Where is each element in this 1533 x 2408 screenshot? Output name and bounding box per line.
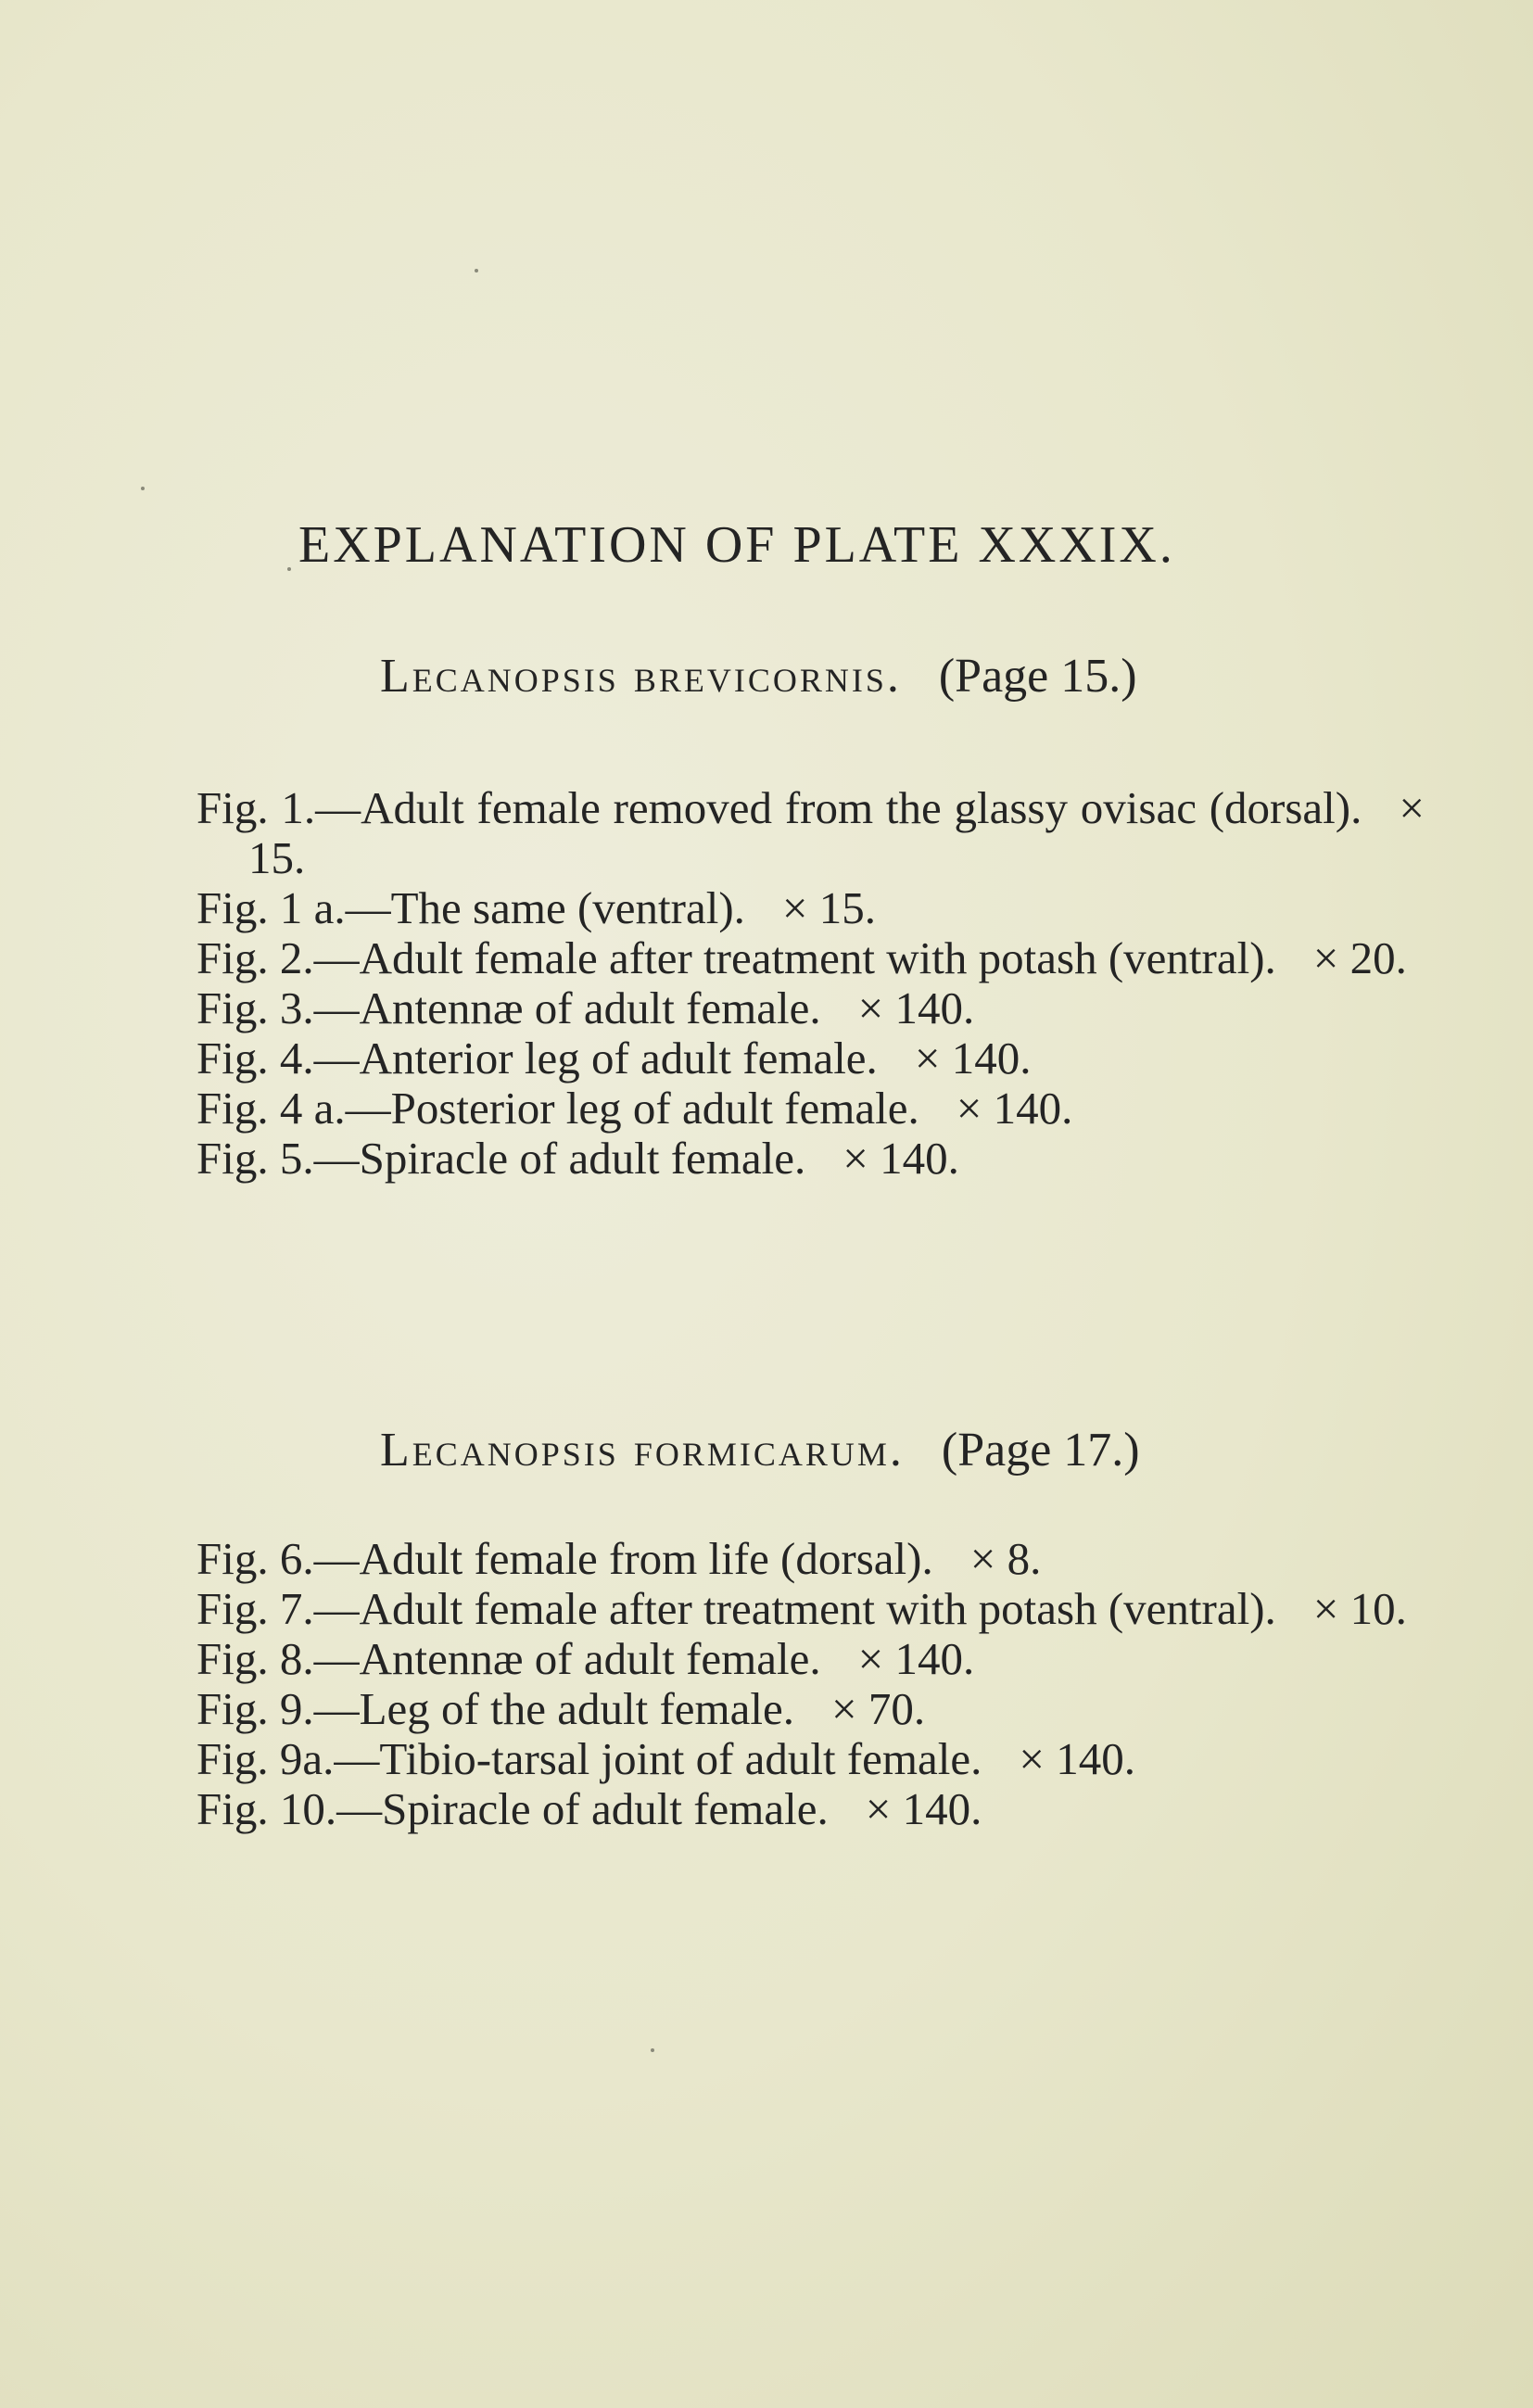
figure-caption: Fig. 7.—Adult female after treatment with potash (ventral). (196, 1583, 1276, 1634)
figure-entry (196, 983, 1425, 1033)
page-reference: (Page 17.) (941, 1424, 1140, 1476)
species-name: Lecanopsis brevicornis. (380, 650, 902, 703)
magnification: × 15. (248, 782, 1425, 883)
section-heading (380, 1423, 1140, 1477)
figure-caption: Fig. 10.—Spiracle of adult female. (196, 1783, 829, 1834)
magnification: × 8. (969, 1533, 1042, 1584)
figure-caption: Fig. 9a.—Tibio-tarsal joint of adult female. (196, 1733, 982, 1784)
magnification: × 140. (914, 1033, 1032, 1084)
figure-caption: Fig. 6.—Adult female from life (dorsal). (196, 1533, 933, 1584)
section-heading (380, 649, 1137, 703)
figure-entry (196, 1784, 1425, 1834)
figure-entry (196, 1084, 1425, 1134)
figure-caption: Fig. 5.—Spiracle of adult female. (196, 1133, 806, 1184)
figure-caption: Fig. 9.—Leg of the adult female. (196, 1683, 794, 1734)
figure-entry (196, 1634, 1425, 1684)
figure-entry (196, 933, 1425, 983)
figure-entry (196, 1033, 1425, 1084)
magnification: × 140. (843, 1133, 959, 1184)
paper-speck (287, 567, 291, 571)
figure-caption: Fig. 4.—Anterior leg of adult female. (196, 1033, 878, 1084)
paper-speck (475, 269, 478, 272)
magnification: × 20. (1312, 932, 1407, 983)
figure-caption: Fig. 3.—Antennæ of adult female. (196, 982, 821, 1033)
magnification: × 140. (857, 982, 975, 1033)
figure-list (196, 1534, 1425, 1834)
figure-entry (196, 1584, 1425, 1634)
species-name: Lecanopsis formicarum. (380, 1424, 905, 1476)
magnification: × 140. (1019, 1733, 1136, 1784)
figure-entry (196, 1684, 1425, 1734)
figure-entry (196, 1534, 1425, 1584)
figure-entry (196, 1134, 1425, 1184)
paper-speck (651, 2048, 654, 2052)
magnification: × 70. (831, 1683, 926, 1734)
figure-entry (196, 1734, 1425, 1784)
paper-speck (141, 487, 145, 490)
magnification: × 140. (956, 1083, 1073, 1134)
figure-entry (196, 783, 1425, 883)
page-reference: (Page 15.) (938, 650, 1137, 703)
magnification: × 10. (1312, 1583, 1407, 1634)
plate-title: EXPLANATION OF PLATE XXXIX. (298, 516, 1175, 574)
figure-caption: Fig. 8.—Antennæ of adult female. (196, 1633, 821, 1684)
figure-caption: Fig. 1.—Adult female removed from the glassy ovisac (dorsal). (196, 782, 1362, 833)
magnification: × 140. (865, 1783, 982, 1834)
figure-caption: Fig. 4 a.—Posterior leg of adult female. (196, 1083, 919, 1134)
figure-caption: Fig. 2.—Adult female after treatment with potash (ventral). (196, 932, 1276, 983)
magnification: × 140. (857, 1633, 975, 1684)
figure-entry (196, 883, 1425, 933)
magnification: × 15. (781, 882, 877, 933)
figure-list (196, 783, 1425, 1184)
figure-caption: Fig. 1 a.—The same (ventral). (196, 882, 745, 933)
